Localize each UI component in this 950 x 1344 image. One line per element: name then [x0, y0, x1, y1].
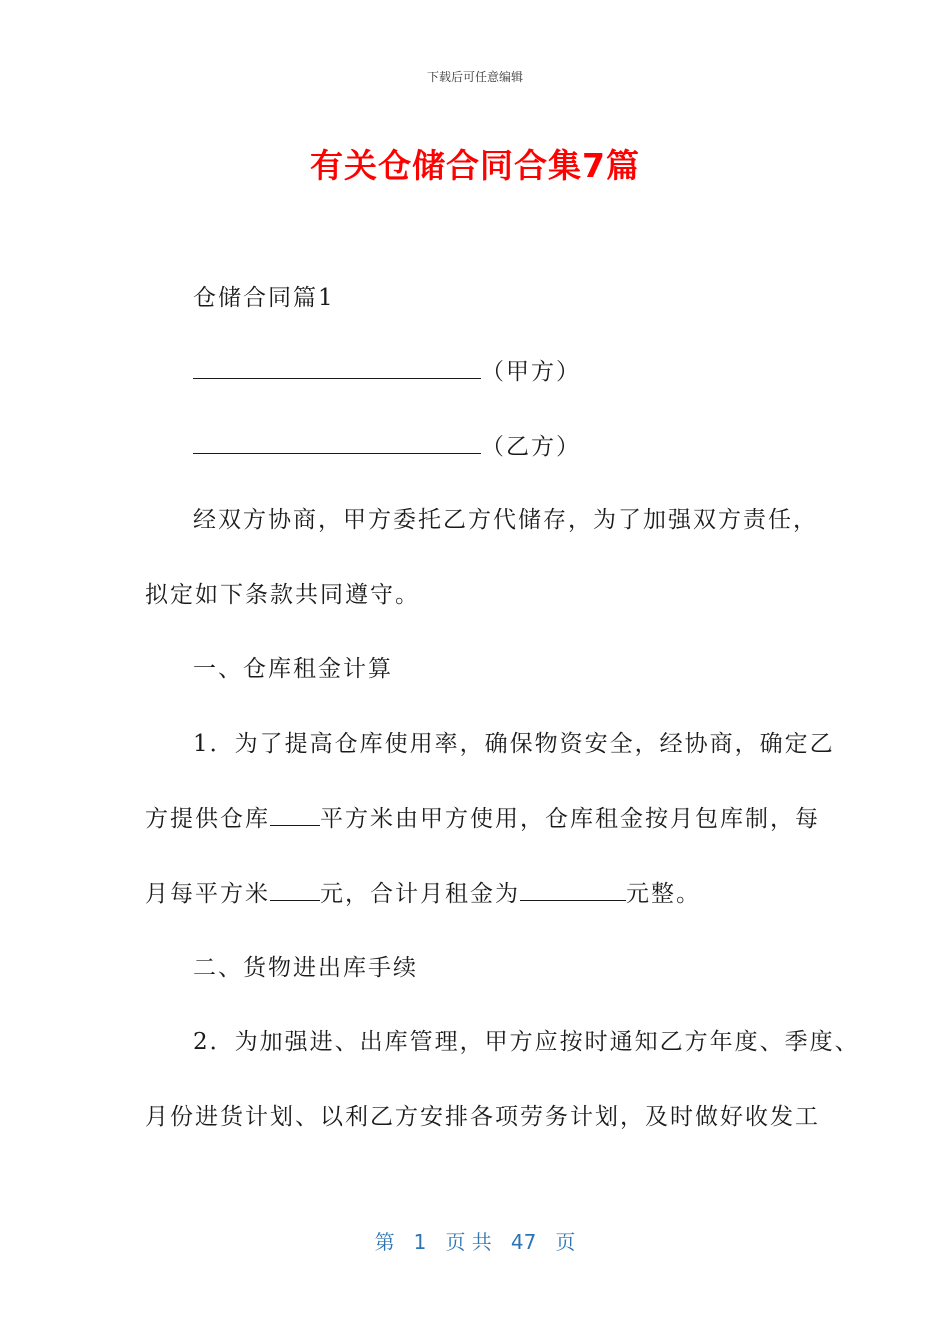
clause2-line-1: 2．为加强进、出库管理，甲方应按时通知乙方年度、季度、 [193, 1029, 860, 1055]
clause1-line-3-part-b: 元，合计月租金为 [320, 881, 520, 907]
page-footer [0, 1226, 950, 1255]
unit-price-blank [270, 878, 320, 901]
footer-prefix: 第 [374, 1230, 395, 1254]
clause1-line-3-part-a: 月每平方米 [145, 881, 270, 907]
party-b-blank [193, 431, 481, 454]
clause2-line-2: 月份进货计划、以利乙方安排各项劳务计划，及时做好收发工 [145, 1104, 820, 1130]
party-b-line [193, 431, 873, 462]
intro-line-1: 经双方协商，甲方委托乙方代储存，为了加强双方责任， [193, 507, 818, 533]
footer-total-pages: 47 [510, 1230, 537, 1254]
clause1-line-3-part-c: 元整。 [626, 881, 701, 907]
clause1-line-3 [145, 878, 825, 909]
document-title: 有关仓储合同合集7篇 [310, 146, 640, 185]
party-a-blank [193, 356, 481, 379]
area-blank [270, 803, 320, 826]
party-a-label: （甲方） [481, 359, 581, 385]
clause1-line-2-part-a: 方提供仓库 [145, 806, 270, 832]
footer-page-number: 1 [413, 1230, 427, 1254]
heading-rent: 一、仓库租金计算 [193, 656, 393, 682]
footer-suffix: 页 [555, 1230, 576, 1254]
page-header-note: 下载后可任意编辑 [426, 70, 523, 84]
monthly-rent-blank [520, 878, 626, 901]
footer-middle: 页 共 [445, 1230, 492, 1254]
clause1-line-1: 1．为了提高仓库使用率，确保物资安全，经协商，确定乙 [193, 731, 835, 757]
clause1-line-2 [145, 803, 825, 834]
section-title: 仓储合同篇1 [193, 285, 335, 311]
party-a-line [193, 356, 873, 387]
intro-line-2: 拟定如下条款共同遵守。 [145, 582, 420, 608]
party-b-label: （乙方） [481, 434, 581, 460]
heading-inout: 二、货物进出库手续 [193, 955, 418, 981]
clause1-line-2-part-b: 平方米由甲方使用，仓库租金按月包库制，每 [320, 806, 820, 832]
